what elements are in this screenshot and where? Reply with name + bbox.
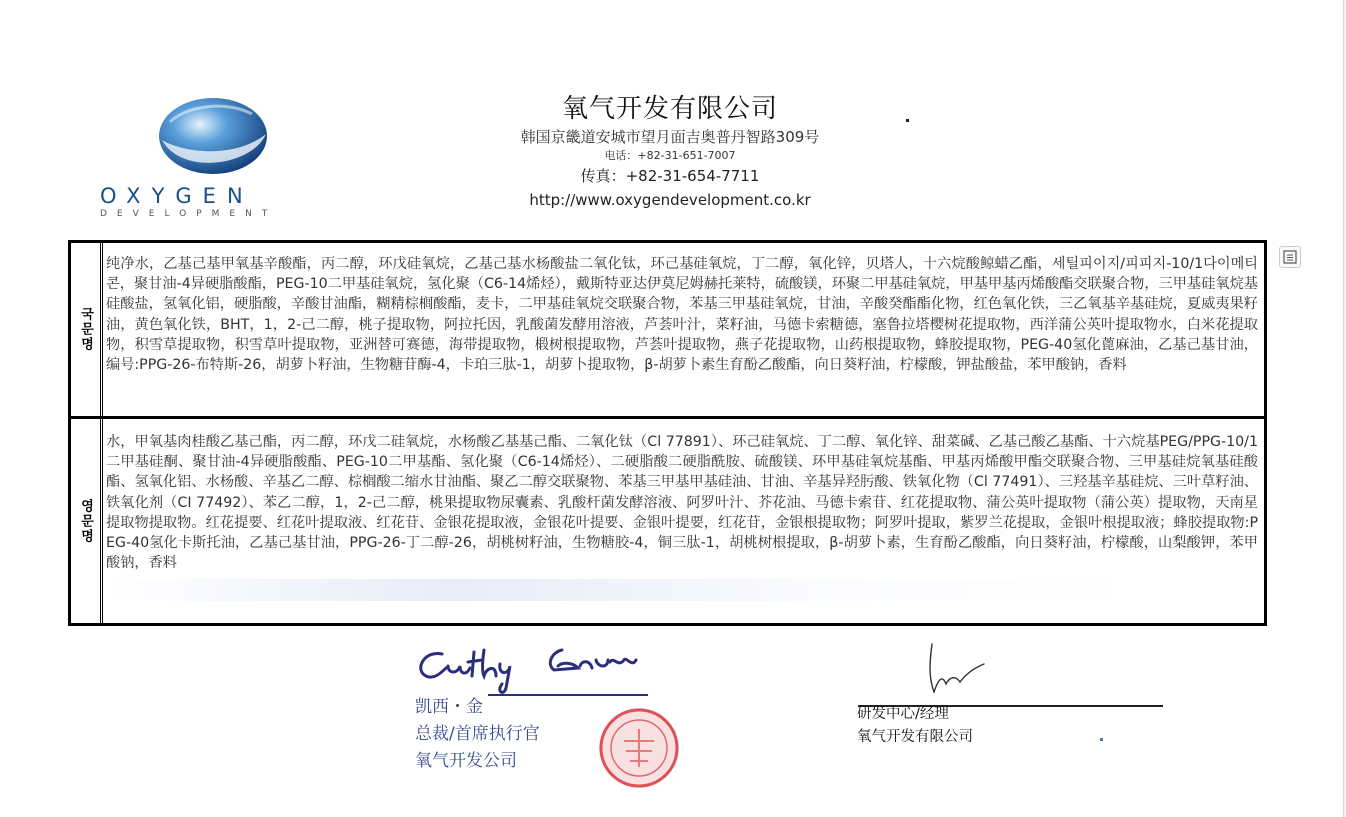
ceo-company: 氧气开发公司 (415, 751, 517, 771)
company-tel: 电话：+82-31-651-7007 (604, 149, 736, 162)
company-seal-stamp (596, 705, 682, 791)
ingredients-table (68, 240, 1267, 626)
table-row-korean-name (71, 243, 1264, 419)
stray-speck (1100, 738, 1103, 741)
ceo-block (415, 694, 540, 775)
company-name: 氧气开发有限公司 (561, 94, 778, 124)
ingredient-list: 水，甲氧基肉桂酸乙基己酯，丙二醇，环戊二硅氧烷，水杨酸乙基基己酯、二氧化钛（Cl 77891）、环己硅氧烷、丁二醇、氧化锌、甜菜碱、乙基己酸乙基酯、十六烷基PEG/PPG-10/1二甲基硅酮、聚甘油-4异硬脂酸酯、PEG-10二甲基酯、氢化聚（C6-14烯烃）、二硬脂酸二硬脂酰胺、硫酸镁、环甲基硅氧烷基酯、甲基丙烯酸甲酯交联聚合物、三甲基硅烷氧基硅酸酯、氢氧化铝、水杨酸、辛基乙二醇、棕榈酸二缩水甘油酯、聚乙二醇交联聚物、苯基三甲基甲基硅油、甘油、辛基异羟肟酸、铁氧化物（Cl 77491）、三羟基辛基硅烷、三叶草籽油、铁氧化剂（CI 77492）、苯乙二醇，1，2-己二醇，桃果提取物尿囊素、乳酸杆菌发酵溶液、阿罗叶汁、芥花油、马德卡索苷、红花提取物、蒲公英叶提取物（蒲公英）提取物，天南星提取物提取物。红花提要、红花叶提取液、红花苷、金银花提取液，金银花叶提要、金银叶提要，红花苷，金银根提取物；阿罗叶提取，紫罗兰花提取，金银叶根提取液；蜂胶提取物:PEG-40氢化卡斯托油，乙基己基甘油，PPG-26-丁二醇-26，胡桃树籽油，生物糖胶-4，铜三肽-1，胡桃树根提取，β-胡萝卜素，生育酚乙酸酯，向日葵籽油，柠檬酸，山梨酸钾，苯甲酸钠，香料 (106, 434, 1258, 572)
scan-icon[interactable] (1279, 246, 1301, 268)
ceo-signature (412, 640, 672, 700)
row-label-cell (71, 243, 103, 416)
row-label: 영문명 (78, 498, 93, 544)
globe-logo-icon (156, 96, 270, 178)
scan-smudge (106, 579, 1144, 601)
company-url[interactable]: http://www.oxygendevelopment.co.kr (529, 191, 811, 209)
manager-company: 氧气开发有限公司 (857, 729, 973, 745)
table-row-english-name (71, 419, 1264, 623)
letterhead (450, 92, 890, 212)
stray-dot (906, 119, 909, 122)
manager-signature (920, 640, 1000, 700)
manager-block (857, 703, 973, 749)
row-label: 국문명 (78, 307, 93, 352)
ingredient-list: 纯净水，乙基己基甲氧基辛酸酯，丙二醇，环戊硅氧烷，乙基己基水杨酸盐二氧化钛，环己基硅氧烷，丁二醇，氧化锌，贝塔人，十六烷酸鲸蜡乙酯，세틸피이지/피피지-10/1다이메티콘，聚甘油-4异硬脂酸酯，PEG-10二甲基硅氧烷，氢化聚（C6-14烯烃），戴斯特亚达伊莫尼姆赫托莱特，硫酸镁，环聚二甲基硅氧烷，甲基甲基丙烯酸酯交联聚合物，三甲基硅氧烷基硅酸盐，氢氧化铝，硬脂酸，辛酸甘油酯，糊精棕榈酸酯，麦卡，二甲基硅氧烷交联聚合物，苯基三甲基硅氧烷，甘油，辛酸癸酯酯化物，红色氧化铁，三乙氧基辛基硅烷，夏威夷果籽油，黄色氧化铁，BHT，1，2-己二醇，桃子提取物，阿拉托因，乳酸菌发酵用溶液，芦荟叶汁，菜籽油，马德卡索糖德，塞鲁拉塔樱树花提取物，西洋蒲公英叶提取物水，白米花提取物，积雪草提取物，积雪草叶提取物，亚洲替可赛德，海带提取物，椴树根提取物，芦荟叶提取物，燕子花提取物，山药根提取物，蜂胶提取物，PEG-40氢化蓖麻油，乙基己基甘油，编号:PPG-26-布特斯-26，胡萝卜籽油，生物糖苷酶-4，卡珀三肽-1，胡萝卜提取物，β-胡萝卜素生育酚乙酸酯，向日葵籽油，柠檬酸，钾盐酸盐，苯甲酸钠，香料 (106, 256, 1258, 374)
logo-subword: DEVELOPMENT (100, 209, 278, 219)
logo-wordmark: OXYGEN (100, 184, 254, 208)
row-label-cell (71, 419, 103, 623)
handwritten-signature-icon (920, 640, 1000, 700)
company-address: 韩国京畿道安城市望月面吉奥普丹智路309号 (520, 128, 820, 146)
ceo-title: 总裁/首席执行官 (415, 724, 540, 744)
ceo-name: 凯西・金 (415, 697, 483, 717)
handwritten-signature-icon (412, 640, 672, 700)
scan-icon-glyph (1283, 250, 1297, 264)
company-logo (96, 96, 336, 226)
manager-title: 研发中心/经理 (857, 706, 949, 722)
company-fax: 传真：+82-31-654-7711 (580, 167, 760, 185)
seal-stamp-icon (596, 705, 682, 791)
